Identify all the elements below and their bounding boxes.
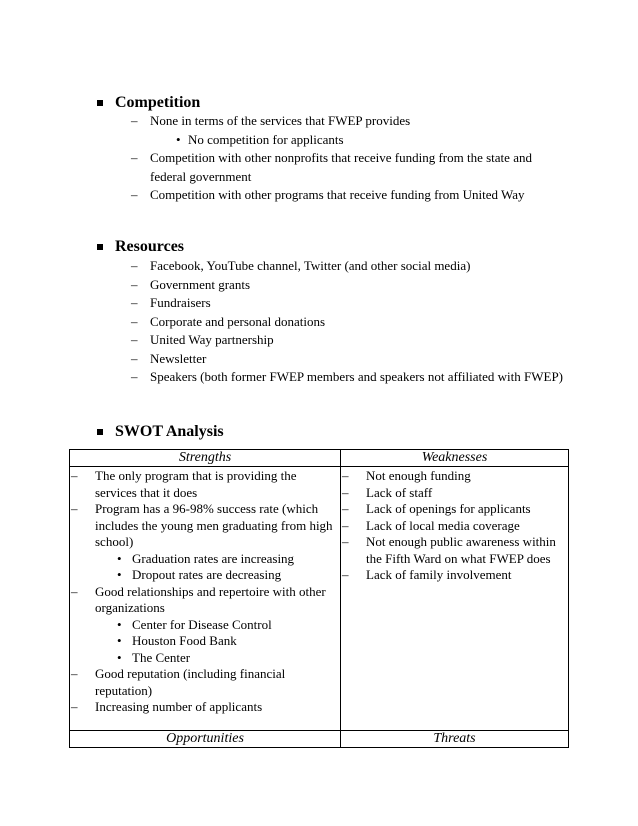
competition-heading: Competition — [115, 94, 201, 111]
dash-icon: – — [131, 313, 138, 329]
resources-list — [131, 257, 571, 387]
section-heading-swot — [96, 423, 224, 441]
list-item: – Competition with other programs that receive funding from United Way — [131, 186, 571, 205]
square-bullet-icon — [97, 244, 103, 250]
opportunities-header: Opportunities — [70, 730, 341, 747]
list-item: – Lack of local media coverage — [342, 517, 520, 533]
dash-icon: – — [71, 666, 78, 681]
bullet-icon: • — [117, 616, 122, 632]
square-bullet-icon — [97, 429, 103, 435]
threats-header: Threats — [341, 730, 569, 747]
dash-icon: – — [71, 468, 78, 483]
sub-list-item: • Houston Food Bank — [117, 633, 237, 648]
sub-list — [95, 617, 336, 667]
weaknesses-header: Weaknesses — [341, 450, 569, 467]
dash-icon: – — [131, 332, 138, 347]
dash-icon: – — [342, 501, 349, 516]
list-item: – Government grants — [131, 276, 571, 295]
list-item: – The only program that is providing the services that it does — [71, 468, 297, 500]
sub-list — [150, 131, 571, 150]
list-item: – Not enough funding — [342, 468, 471, 483]
list-item: – Fundraisers — [131, 294, 571, 313]
strengths-header: Strengths — [70, 450, 341, 467]
dash-icon: – — [342, 567, 349, 582]
list-item: – Speakers (both former FWEP members and speakers not affiliated with FWEP) — [131, 368, 571, 387]
sub-list-item: • No competition for applicants — [150, 131, 571, 150]
dash-icon: – — [131, 258, 138, 273]
bullet-icon: • — [117, 633, 122, 648]
list-item: – None in terms of the services that FWEP provides • No competition for applicants — [131, 112, 571, 149]
dash-icon: – — [131, 369, 138, 384]
dash-icon: – — [131, 350, 138, 366]
table-row — [70, 467, 569, 731]
list-item: – Program has a 96-98% success rate (which includes the young men graduating from high school) • Graduation rates are increasing • Dropout rates are decreasing — [70, 501, 336, 584]
list-item: – Increasing number of applicants — [71, 699, 263, 714]
section-heading-competition — [96, 94, 200, 112]
weaknesses-cell — [341, 467, 569, 731]
dash-icon: – — [131, 150, 138, 165]
dash-icon: – — [131, 295, 138, 310]
square-bullet-icon — [97, 100, 103, 106]
list-item: – Corporate and personal donations — [131, 313, 571, 332]
dash-icon: – — [131, 113, 138, 128]
dash-icon: – — [71, 583, 78, 599]
strengths-list — [70, 467, 340, 718]
dash-icon: – — [131, 187, 138, 202]
list-item: – Lack of staff — [342, 484, 433, 500]
sub-list — [95, 551, 336, 584]
bullet-icon: • — [117, 567, 122, 582]
list-item: – Good relationships and repertoire with other organizations • Center for Disease Control • Houston Food Bank • The Center — [70, 584, 336, 667]
bullet-icon: • — [117, 550, 122, 566]
dash-icon: – — [342, 517, 349, 533]
bullet-icon: • — [176, 131, 181, 147]
table-header-row — [70, 450, 569, 467]
list-item: – Good reputation (including financial reputation) — [71, 666, 286, 698]
dash-icon: – — [71, 501, 78, 516]
dash-icon: – — [71, 699, 78, 714]
list-item: – Lack of family involvement — [342, 567, 512, 582]
strengths-cell — [70, 467, 341, 731]
list-item: – Lack of openings for applicants — [342, 501, 531, 516]
sub-list-item: • Dropout rates are decreasing — [117, 567, 282, 582]
dash-icon: – — [342, 468, 349, 483]
table-header-row — [70, 730, 569, 747]
sub-list-item: • Graduation rates are increasing — [117, 550, 295, 566]
swot-table — [69, 449, 569, 748]
list-item: – Not enough public awareness within the Fifth Ward on what FWEP does — [342, 534, 556, 566]
list-item: – Newsletter — [131, 350, 571, 369]
swot-heading: SWOT Analysis — [115, 423, 224, 440]
section-heading-resources — [96, 238, 184, 256]
dash-icon: – — [342, 534, 349, 549]
sub-list-item: • The Center — [117, 649, 191, 665]
weaknesses-list — [341, 467, 568, 586]
resources-heading: Resources — [115, 238, 185, 255]
list-item: – Facebook, YouTube channel, Twitter (and other social media) — [131, 257, 571, 276]
list-item: – United Way partnership — [131, 331, 571, 350]
list-item: – Competition with other nonprofits that receive funding from the state and federal government — [131, 150, 532, 184]
competition-list — [131, 112, 571, 205]
sub-list-item: • Center for Disease Control — [117, 616, 272, 632]
dash-icon: – — [131, 276, 138, 292]
bullet-icon: • — [117, 649, 122, 665]
dash-icon: – — [342, 484, 349, 500]
